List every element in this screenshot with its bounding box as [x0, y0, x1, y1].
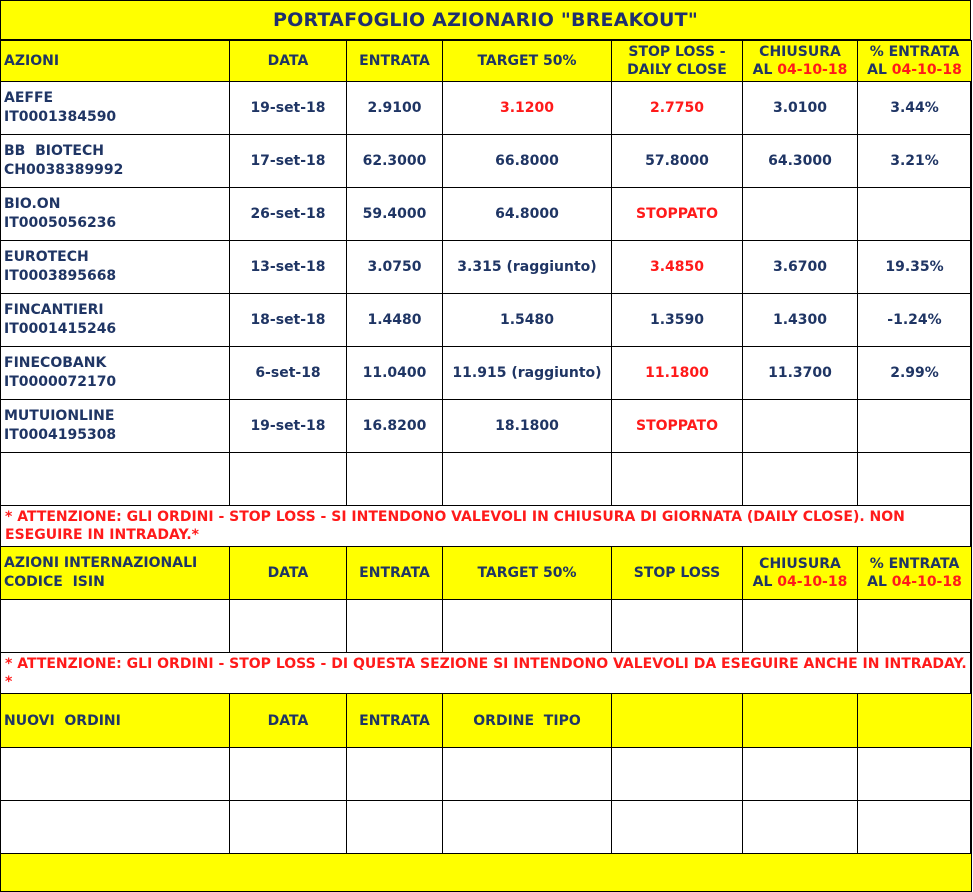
stock-data: 17-set-18: [230, 135, 347, 188]
stock-data: 18-set-18: [230, 294, 347, 347]
stock-name: FINCANTIERI: [4, 302, 104, 318]
stock-isin: IT0000072170: [4, 374, 117, 390]
stock-entrata: 11.0400: [347, 347, 443, 400]
empty-cell: [612, 748, 743, 801]
empty-row: [1, 453, 972, 506]
empty-cell: [230, 801, 347, 854]
stock-stop: 1.3590: [612, 294, 743, 347]
stock-target: 3.1200: [443, 82, 612, 135]
header-chiusura-line2: [746, 61, 854, 79]
header-azioni: AZIONI: [1, 41, 230, 82]
intl-empty-row: [1, 600, 972, 653]
stock-target: 1.5480: [443, 294, 612, 347]
orders-header-nuovi: NUOVI ORDINI: [1, 694, 230, 748]
stock-isin: IT0001415246: [4, 321, 117, 337]
note-row: [1, 653, 972, 694]
header-pct-prefix: AL: [867, 62, 892, 78]
stock-chiusura: 11.3700: [743, 347, 858, 400]
stock-isin: IT0001384590: [4, 109, 117, 125]
header-pct-entrata: [858, 41, 972, 82]
intl-header-pct: [858, 547, 972, 600]
table-row: [1, 82, 972, 135]
sheet-title: PORTAFOGLIO AZIONARIO "BREAKOUT": [1, 1, 970, 40]
empty-cell: [743, 600, 858, 653]
stock-target: 64.8000: [443, 188, 612, 241]
stock-stop: STOPPATO: [612, 188, 743, 241]
stock-pct: [858, 188, 972, 241]
empty-cell: [347, 801, 443, 854]
intl-header-azioni-line1: AZIONI INTERNAZIONALI: [4, 555, 198, 571]
header-entrata: ENTRATA: [347, 41, 443, 82]
stock-data: 13-set-18: [230, 241, 347, 294]
stock-pct: -1.24%: [858, 294, 972, 347]
empty-cell: [443, 801, 612, 854]
intl-header-pct-prefix: AL: [867, 574, 892, 590]
stock-isin: CH0038389992: [4, 162, 124, 178]
header-chiusura-line1: CHIUSURA: [759, 44, 841, 60]
intl-header-chiusura-line2: [746, 573, 854, 591]
empty-cell: [1, 600, 230, 653]
stock-chiusura: 1.4300: [743, 294, 858, 347]
empty-cell: [443, 453, 612, 506]
orders-header-tipo: ORDINE TIPO: [443, 694, 612, 748]
stock-chiusura: 3.0100: [743, 82, 858, 135]
footer-bar: [1, 854, 972, 892]
intl-header-chiusura-date: 04-10-18: [777, 574, 848, 590]
empty-cell: [612, 453, 743, 506]
table-row: [1, 241, 972, 294]
empty-cell: [443, 600, 612, 653]
stock-cell: [1, 135, 230, 188]
stock-stop: STOPPATO: [612, 400, 743, 453]
stock-entrata: 3.0750: [347, 241, 443, 294]
table-row: [1, 400, 972, 453]
empty-cell: [612, 600, 743, 653]
stock-pct: 3.21%: [858, 135, 972, 188]
stock-pct: [858, 400, 972, 453]
stock-target: 66.8000: [443, 135, 612, 188]
stock-target: 11.915 (raggiunto): [443, 347, 612, 400]
empty-cell: [1, 453, 230, 506]
portfolio-table: [0, 40, 972, 892]
intl-header-data: DATA: [230, 547, 347, 600]
stock-data: 19-set-18: [230, 400, 347, 453]
stock-data: 26-set-18: [230, 188, 347, 241]
intl-header-pct-line2: [861, 573, 968, 591]
intl-header-entrata: ENTRATA: [347, 547, 443, 600]
header-target: TARGET 50%: [443, 41, 612, 82]
stock-data: 6-set-18: [230, 347, 347, 400]
intl-header-azioni-line2: CODICE ISIN: [4, 574, 105, 590]
header-pct-date: 04-10-18: [891, 62, 962, 78]
stock-chiusura: 3.6700: [743, 241, 858, 294]
empty-cell: [347, 600, 443, 653]
stock-stop: 57.8000: [612, 135, 743, 188]
intl-header-chiusura-line1: CHIUSURA: [759, 556, 841, 572]
note-intraday: * ATTENZIONE: GLI ORDINI - STOP LOSS - DI QUESTA SEZIONE SI INTENDONO VALEVOLI DA ESEGUIRE ANCHE IN INTRADAY. *: [1, 653, 972, 694]
header-stop-loss-line2: DAILY CLOSE: [627, 62, 727, 78]
stock-target: 3.315 (raggiunto): [443, 241, 612, 294]
intl-header-azioni: [1, 547, 230, 600]
stock-name: EUROTECH: [4, 249, 89, 265]
empty-cell: [347, 453, 443, 506]
empty-cell: [858, 453, 972, 506]
stock-name: AEFFE: [4, 90, 54, 106]
empty-cell: [230, 748, 347, 801]
stock-name: MUTUIONLINE: [4, 408, 115, 424]
stock-entrata: 62.3000: [347, 135, 443, 188]
empty-cell: [858, 748, 972, 801]
stock-name: BIO.ON: [4, 196, 61, 212]
header-data: DATA: [230, 41, 347, 82]
orders-header-empty: [612, 694, 743, 748]
table-row: [1, 188, 972, 241]
stock-cell: [1, 241, 230, 294]
orders-header-empty: [743, 694, 858, 748]
orders-header-data: DATA: [230, 694, 347, 748]
stock-data: 19-set-18: [230, 82, 347, 135]
note-daily-close: * ATTENZIONE: GLI ORDINI - STOP LOSS - SI INTENDONO VALEVOLI IN CHIUSURA DI GIORNATA (DAILY CLOSE). NON ESEGUIRE IN INTRADAY.*: [1, 506, 972, 547]
stock-isin: IT0003895668: [4, 268, 117, 284]
empty-cell: [858, 600, 972, 653]
empty-cell: [443, 748, 612, 801]
orders-header-entrata: ENTRATA: [347, 694, 443, 748]
stock-name: BB BIOTECH: [4, 143, 104, 159]
stock-cell: [1, 294, 230, 347]
stock-isin: IT0005056236: [4, 215, 117, 231]
orders-header-empty: [858, 694, 972, 748]
empty-cell: [743, 453, 858, 506]
stock-pct: 3.44%: [858, 82, 972, 135]
stock-entrata: 1.4480: [347, 294, 443, 347]
header-chiusura-date: 04-10-18: [777, 62, 848, 78]
stock-entrata: 16.8200: [347, 400, 443, 453]
stock-pct: 19.35%: [858, 241, 972, 294]
stock-cell: [1, 188, 230, 241]
intl-header-row: [1, 547, 972, 600]
stock-stop: 11.1800: [612, 347, 743, 400]
empty-cell: [230, 453, 347, 506]
intl-header-chiusura: [743, 547, 858, 600]
header-chiusura: [743, 41, 858, 82]
header-chiusura-prefix: AL: [752, 62, 778, 78]
stock-stop: 3.4850: [612, 241, 743, 294]
stock-cell: [1, 347, 230, 400]
table-row: [1, 135, 972, 188]
stock-chiusura: [743, 188, 858, 241]
intl-header-pct-date: 04-10-18: [891, 574, 962, 590]
stock-stop: 2.7750: [612, 82, 743, 135]
empty-cell: [347, 748, 443, 801]
intl-header-pct-line1: % ENTRATA: [869, 556, 960, 572]
stock-pct: 2.99%: [858, 347, 972, 400]
orders-header-row: [1, 694, 972, 748]
intl-header-chiusura-prefix: AL: [752, 574, 778, 590]
intl-header-stop: STOP LOSS: [612, 547, 743, 600]
header-pct-line2: [861, 61, 968, 79]
stock-entrata: 2.9100: [347, 82, 443, 135]
orders-empty-row: [1, 748, 972, 801]
footer-row: [1, 854, 972, 892]
stock-entrata: 59.4000: [347, 188, 443, 241]
stock-chiusura: [743, 400, 858, 453]
stock-isin: IT0004195308: [4, 427, 117, 443]
empty-cell: [230, 600, 347, 653]
empty-cell: [612, 801, 743, 854]
empty-cell: [1, 748, 230, 801]
empty-cell: [1, 801, 230, 854]
empty-cell: [743, 801, 858, 854]
table-row: [1, 294, 972, 347]
table-row: [1, 347, 972, 400]
orders-empty-row: [1, 801, 972, 854]
stock-cell: [1, 400, 230, 453]
intl-header-target: TARGET 50%: [443, 547, 612, 600]
note-row: [1, 506, 972, 547]
header-stop-loss: [612, 41, 743, 82]
stock-target: 18.1800: [443, 400, 612, 453]
stock-name: FINECOBANK: [4, 355, 107, 371]
empty-cell: [743, 748, 858, 801]
header-stop-loss-line1: STOP LOSS -: [628, 44, 726, 60]
stock-cell: [1, 82, 230, 135]
stock-chiusura: 64.3000: [743, 135, 858, 188]
header-pct-line1: % ENTRATA: [869, 44, 960, 60]
empty-cell: [858, 801, 972, 854]
main-header-row: [1, 41, 972, 82]
